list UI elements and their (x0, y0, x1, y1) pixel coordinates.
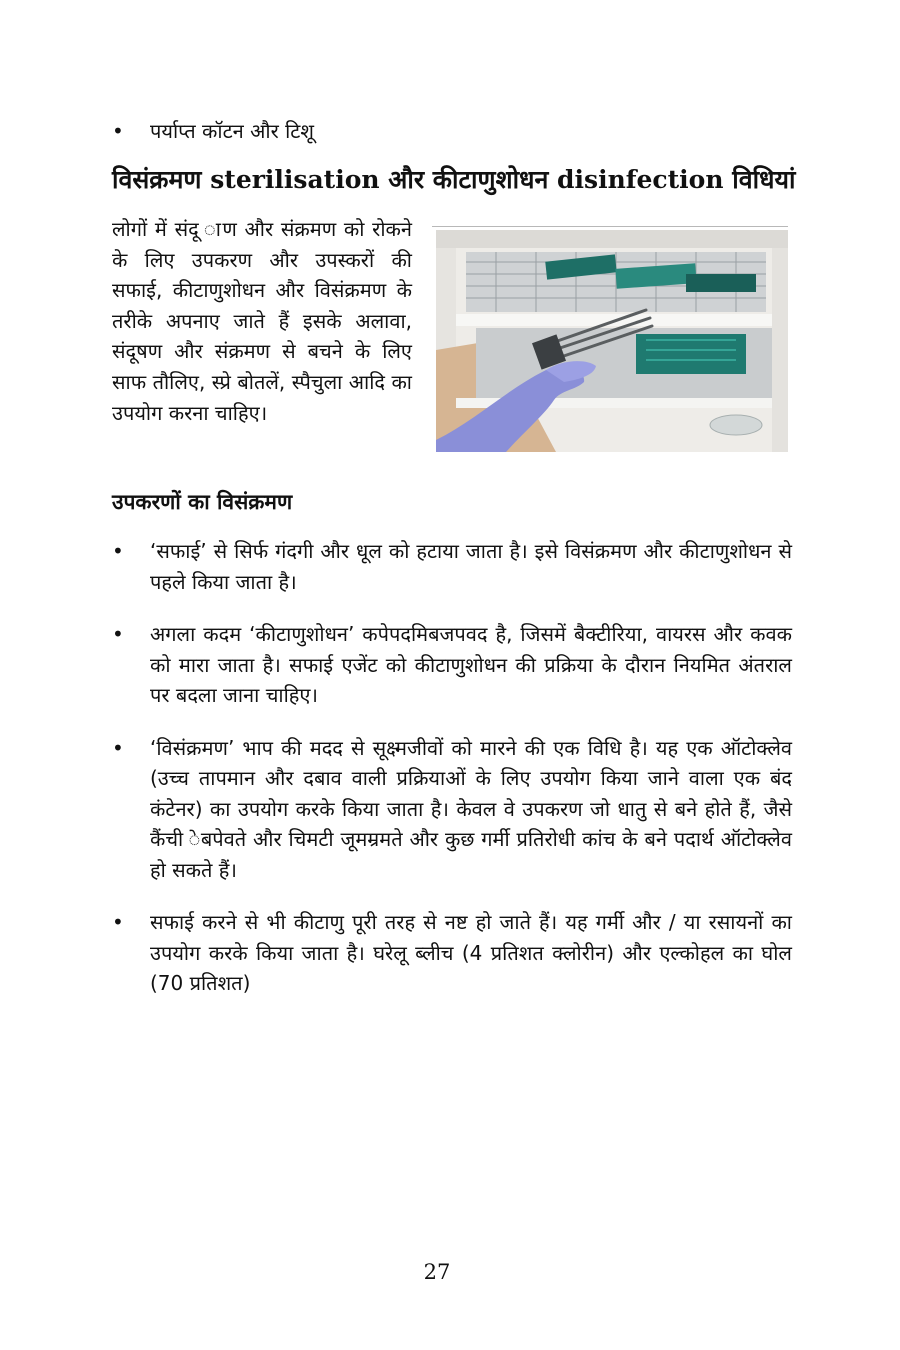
list-item-text: अगला कदम ‘कीटाणुशोधन’ कपेपदमिबजपवद है, जिसमें बैक्टीरिया, वायरस और कवक को मारा जाता है। सफाई एजेंट को कीटाणुशोधन की प्रक्रिया के दौरान नियमित अंतराल पर बदला जाना चाहिए। (150, 622, 792, 707)
intro-paragraph: लोगों में संदू ाण और संक्रमण को रोकने के लिए उपकरण और उपस्करों की सफाई, कीटाणुशोधन और विसंक्रमण के तरीके अपनाए जाते हैं इसके अलावा, संदूषण और संक्रमण से बचने के लिए साफ तौलिए, स्प्रे बोतलें, स्पैचुला आदि का उपयोग करना चाहिए। (112, 217, 412, 425)
bullet-dot: • (112, 622, 124, 646)
list-item-text: सफाई करने से भी कीटाणु पूरी तरह से नष्ट हो जाते हैं। यह गर्मी और / या रसायनों का उपयोग करके किया जाता है। घरेलू ब्लीच (4 प्रतिशत क्लोरीन) और एल्कोहल का घोल (70 प्रतिशत) (150, 910, 792, 995)
list-item (112, 619, 792, 711)
page-number: 27 (423, 1260, 451, 1284)
sub-heading: उपकरणों का विसंक्रमण (112, 490, 293, 514)
top-bullet-text: पर्याप्त कॉटन और टिशू (150, 119, 314, 143)
list-item (112, 733, 792, 886)
bullet-dot: • (112, 539, 124, 563)
list-item-text: ‘विसंक्रमण’ भाप की मदद से सूक्ष्मजीवों को मारने की एक विधि है। यह एक ऑटोक्लेव (उच्च तापमान और दबाव वाली प्रक्रियाओं के लिए उपयोग किया जाने वाला एक बंद कंटेनर) का उपयोग करके किया जाता है। केवल वे उपकरण जो धातु से बने होते हैं, जैसे कैंची ेबपेवते और चिमटी जूमम्रमते और कुछ गर्मी प्रतिरोधी कांच के बने पदार्थ ऑटोक्लेव हो सकते हैं। (150, 735, 792, 882)
bullet-dot: • (112, 735, 124, 760)
bullet-list (112, 536, 792, 1021)
photo-top-rule (432, 226, 788, 227)
sterilizer-cabinet-photo (436, 230, 788, 452)
list-item-text: ‘सफाई’ से सिर्फ गंदगी और धूल को हटाया जाता है। इसे विसंक्रमण और कीटाणुशोधन से पहले किया जाता है। (150, 539, 792, 594)
section-heading: विसंक्रमण sterilisation और कीटाणुशोधन disinfection विधियां (112, 165, 796, 194)
bullet-dot: • (112, 910, 124, 934)
bullet-dot: • (112, 119, 124, 143)
list-item (112, 536, 792, 597)
list-item (112, 907, 792, 999)
